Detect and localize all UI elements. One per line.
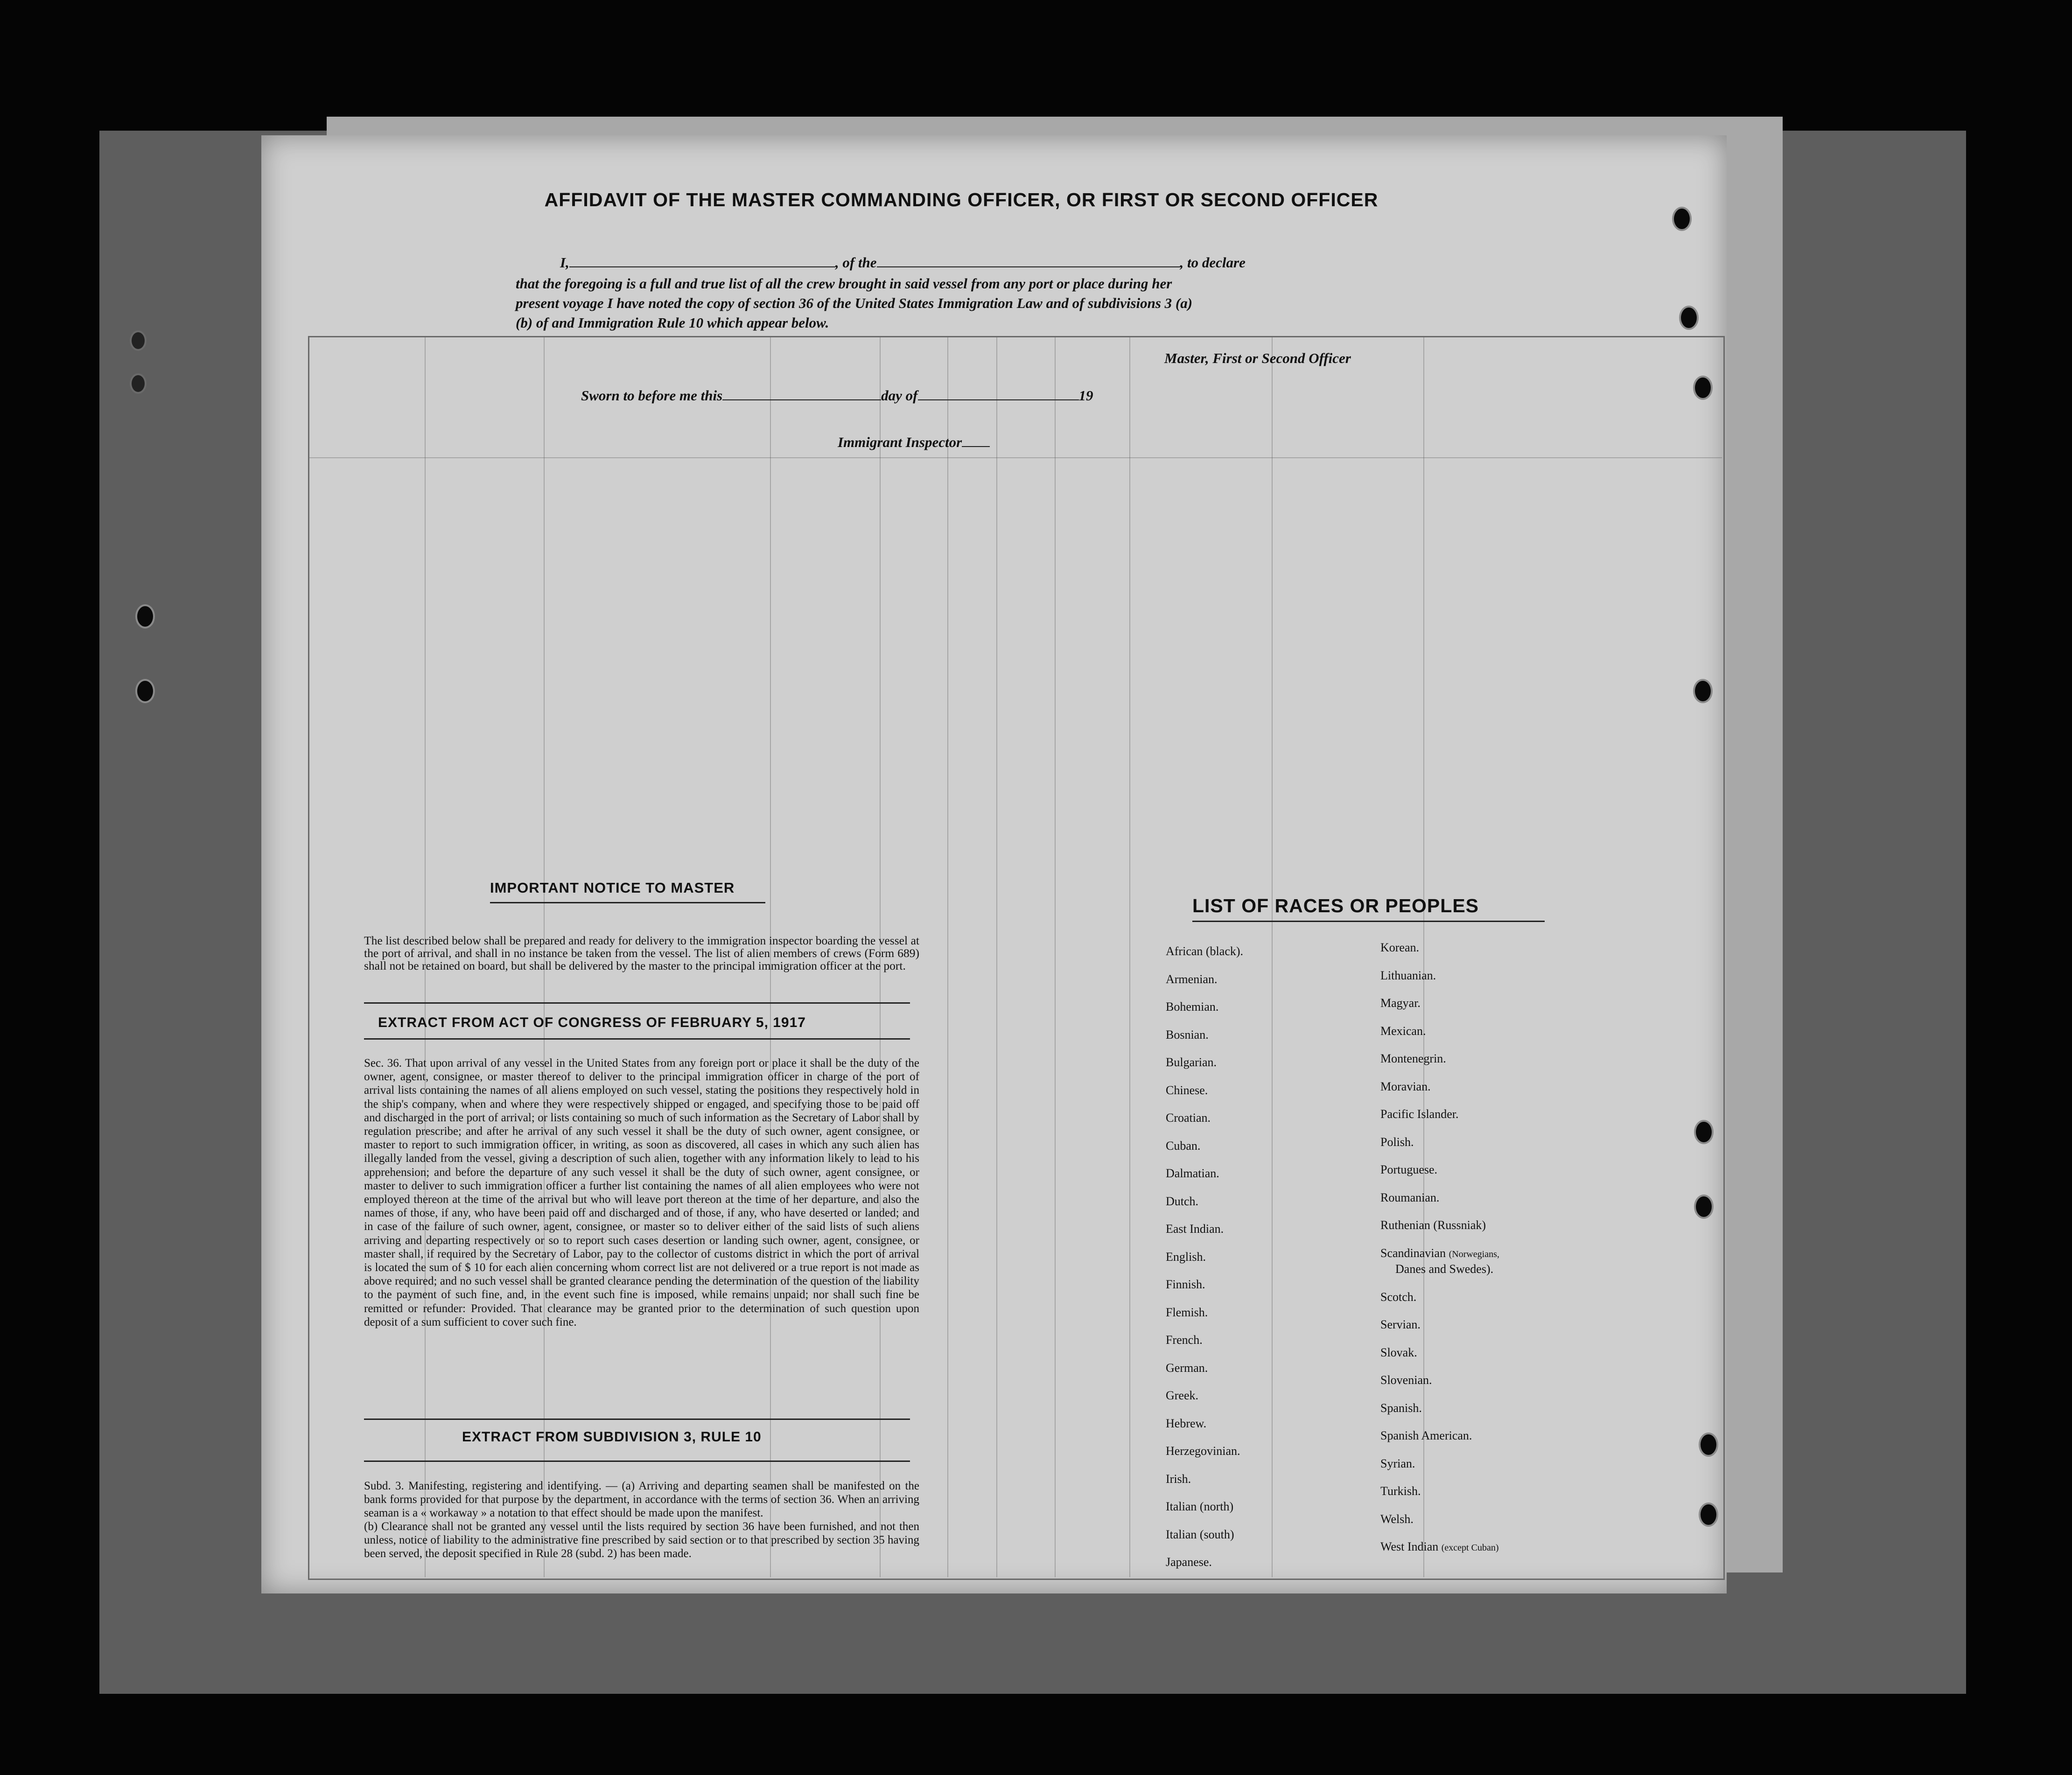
race-item: Croatian.: [1166, 1111, 1211, 1125]
binder-hole: [1694, 1195, 1714, 1219]
rule-10-text: [364, 1479, 919, 1560]
race-item: Herzegovinian.: [1166, 1444, 1240, 1458]
race-item: Spanish American.: [1380, 1429, 1472, 1442]
race-item: Montenegrin.: [1380, 1052, 1446, 1065]
race-note: (except Cuban): [1441, 1543, 1499, 1553]
rule-10-title: EXTRACT FROM SUBDIVISION 3, RULE 10: [462, 1429, 762, 1445]
affidavit-of-the-label: , of the: [835, 254, 877, 271]
race-item: Ruthenian (Russniak): [1380, 1218, 1486, 1232]
race-item: German.: [1166, 1361, 1208, 1375]
race-label: Scandinavian: [1380, 1246, 1446, 1260]
race-item: Bulgarian.: [1166, 1055, 1217, 1069]
affidavit-line-1: [560, 254, 1246, 271]
vessel-blank[interactable]: [877, 254, 1180, 267]
notice-title: IMPORTANT NOTICE TO MASTER: [490, 880, 735, 896]
inspector-blank[interactable]: [962, 434, 990, 447]
race-item: Italian (north): [1166, 1500, 1234, 1513]
race-item: Slovak.: [1380, 1346, 1417, 1359]
officer-signature-label: Master, First or Second Officer: [1164, 350, 1351, 366]
day-blank[interactable]: [722, 387, 881, 400]
race-item: Slovenian.: [1380, 1373, 1432, 1387]
binder-hole: [1699, 1502, 1718, 1527]
section-rule: [364, 1461, 910, 1462]
section-rule: [364, 1419, 910, 1420]
binder-hole: [130, 330, 147, 351]
race-item: French.: [1166, 1333, 1203, 1347]
race-item: Polish.: [1380, 1135, 1414, 1149]
race-item: Spanish.: [1380, 1401, 1422, 1415]
races-title: LIST OF RACES OR PEOPLES: [1192, 895, 1479, 916]
rule-10-paragraph-b: (b) Clearance shall not be granted any vessel until the lists required by section 36 have been furnished, and not then unless, notice of liability to the administrative fine prescribed by said section or to that prescribed by section 35 having been served, the deposit specified in Rule 28 (subd. 2) has been made.: [364, 1520, 919, 1560]
race-item: Bosnian.: [1166, 1028, 1209, 1041]
race-item: Pacific Islander.: [1380, 1107, 1459, 1121]
race-item: Japanese.: [1166, 1555, 1212, 1569]
race-item: Bohemian.: [1166, 1000, 1219, 1013]
binder-hole: [130, 373, 147, 394]
race-item: Syrian.: [1380, 1457, 1415, 1470]
notice-underline: [490, 902, 765, 903]
races-underline: [1192, 921, 1545, 922]
inspector-label: Immigrant Inspector: [838, 434, 962, 450]
act-extract-title: EXTRACT FROM ACT OF CONGRESS OF FEBRUARY 5, 1917: [378, 1015, 806, 1030]
race-item: English.: [1166, 1250, 1206, 1264]
race-item: Mexican.: [1380, 1024, 1426, 1038]
race-item: Welsh.: [1380, 1512, 1414, 1526]
race-item: East Indian.: [1166, 1222, 1224, 1236]
race-item: Hebrew.: [1166, 1417, 1207, 1430]
sworn-label: Sworn to before me this: [581, 387, 723, 404]
race-item: Magyar.: [1380, 996, 1421, 1010]
rule-10-paragraph-a: Subd. 3. Manifesting, registering and identifying. — (a) Arriving and departing seamen shall be manifested on the bank forms provided for that purpose by the department, in accordance with the terms of section 36. When an arriving seaman is a « workaway » a notation to that effect should be made upon the manifest.: [364, 1480, 919, 1519]
race-item: African (black).: [1166, 944, 1244, 958]
race-item: Chinese.: [1166, 1083, 1208, 1097]
inspector-line: [838, 434, 990, 451]
race-item: Italian (south): [1166, 1528, 1234, 1541]
binder-hole: [135, 604, 155, 629]
binder-hole: [1693, 679, 1713, 703]
race-item: Portuguese.: [1380, 1163, 1438, 1176]
race-item: Armenian.: [1166, 972, 1218, 986]
race-item: Roumanian.: [1380, 1191, 1440, 1204]
sworn-line: [581, 387, 1093, 404]
binder-hole: [1693, 376, 1713, 400]
binder-hole: [1672, 207, 1692, 231]
race-item: Turkish.: [1380, 1484, 1421, 1498]
race-item: Finnish.: [1166, 1278, 1205, 1291]
affidavit-line-4: (b) of and Immigration Rule 10 which appear below.: [516, 314, 829, 331]
race-item: Moravian.: [1380, 1080, 1431, 1093]
section-rule: [364, 1038, 910, 1040]
name-blank[interactable]: [569, 254, 835, 267]
race-item-scandinavian: [1380, 1246, 1499, 1260]
binder-hole: [1694, 1120, 1714, 1144]
race-item: Servian.: [1380, 1318, 1421, 1331]
race-item: Dalmatian.: [1166, 1167, 1219, 1180]
affidavit-title: AFFIDAVIT OF THE MASTER COMMANDING OFFICER, OR FIRST OR SECOND OFFICER: [544, 189, 1379, 210]
race-item: Scotch.: [1380, 1290, 1417, 1304]
race-item: Korean.: [1380, 941, 1420, 954]
year-label: 19: [1078, 387, 1093, 404]
binder-hole: [1679, 306, 1699, 330]
day-of-label: day of: [881, 387, 918, 404]
affidavit-i-label: I,: [560, 254, 569, 271]
section-rule: [364, 1002, 910, 1004]
race-item: Greek.: [1166, 1389, 1199, 1402]
race-item: Irish.: [1166, 1472, 1191, 1486]
notice-text: The list described below shall be prepared and ready for delivery to the immigration inspector boarding the vessel at the port of arrival, and shall in no instance be taken from the vessel. The list of alien members of crews (Form 689) shall not be retained on board, but shall be delivered by the master to the principal immigration officer at the port.: [364, 934, 919, 972]
binder-hole: [1699, 1433, 1718, 1457]
race-item: Cuban.: [1166, 1139, 1201, 1153]
affidavit-line-3: present voyage I have noted the copy of section 36 of the United States Immigration Law and of subdivisions 3 (a): [516, 295, 1193, 311]
race-note: (Norwegians,: [1449, 1249, 1499, 1259]
race-item: Lithuanian.: [1380, 969, 1436, 982]
race-item: Flemish.: [1166, 1306, 1208, 1319]
affidavit-declare-label: , to declare: [1180, 254, 1246, 271]
binder-hole: [135, 679, 155, 703]
month-blank[interactable]: [918, 387, 1079, 400]
race-label: West Indian: [1380, 1540, 1439, 1553]
affidavit-line-2: that the foregoing is a full and true list of all the crew brought in said vessel from any port or place during her: [516, 275, 1172, 292]
race-item-note: Danes and Swedes).: [1395, 1262, 1494, 1276]
race-item: Dutch.: [1166, 1195, 1199, 1208]
section-36-text: Sec. 36. That upon arrival of any vessel in the United States from any foreign port or place it shall be the duty of the owner, agent, consignee, or master thereof to deliver to the principal immigration officer in charge of the port of arrival lists containing the names of all aliens employed on such vessel, stating the positions they respectively hold in the ship's company, when and where they were respectively shipped or engaged, and specifying those to be paid off and discharged in the port of arrival; or lists containing so much of such information as the Secretary of Labor shall by regulation prescribe; and after he arrival of any such vessel it shall be the duty of such owner, agent consignee, or master to report to such immigration officer, in writing, as soon as discovered, all cases in which any such alien has illegally landed from the vessel, giving a description of such alien, together with any information likely to lead to his apprehension; and before the departure of any such vessel it shall be the duty of such owner, agent consignee, or master to deliver to such immigration officer a further list containing the names of all alien employees who were not employed thereon at the time of the arrival but who will leave port thereon at the time of her departure, and also the names of those, if any, who have been paid off and discharged and of those, if any, who have deserted or landed; and in case of the failure of such owner, agent, consignee, or master so to deliver either of the said lists of such aliens arriving and departing respectively or so to report such cases desertion or landing such owner, agent, consignee, or master shall, if required by the Secretary of Labor, pay to the collector of customs district in which the port of arrival is located the sum of $ 10 for each alien concerning whom correct list are not delivered or a true report is not made as above required; and no such vessel shall be granted clearance pending the determination of the question of the liability to the payment of such fine, and, in the event such fine is imposed, while remains unpaid; nor shall such fine be remitted or refunder: Provided. That clearance may be granted prior to the determination of such question upon deposit of a sum sufficient to cover such fine.: [364, 1057, 919, 1328]
race-item-west-indian: [1380, 1540, 1499, 1554]
